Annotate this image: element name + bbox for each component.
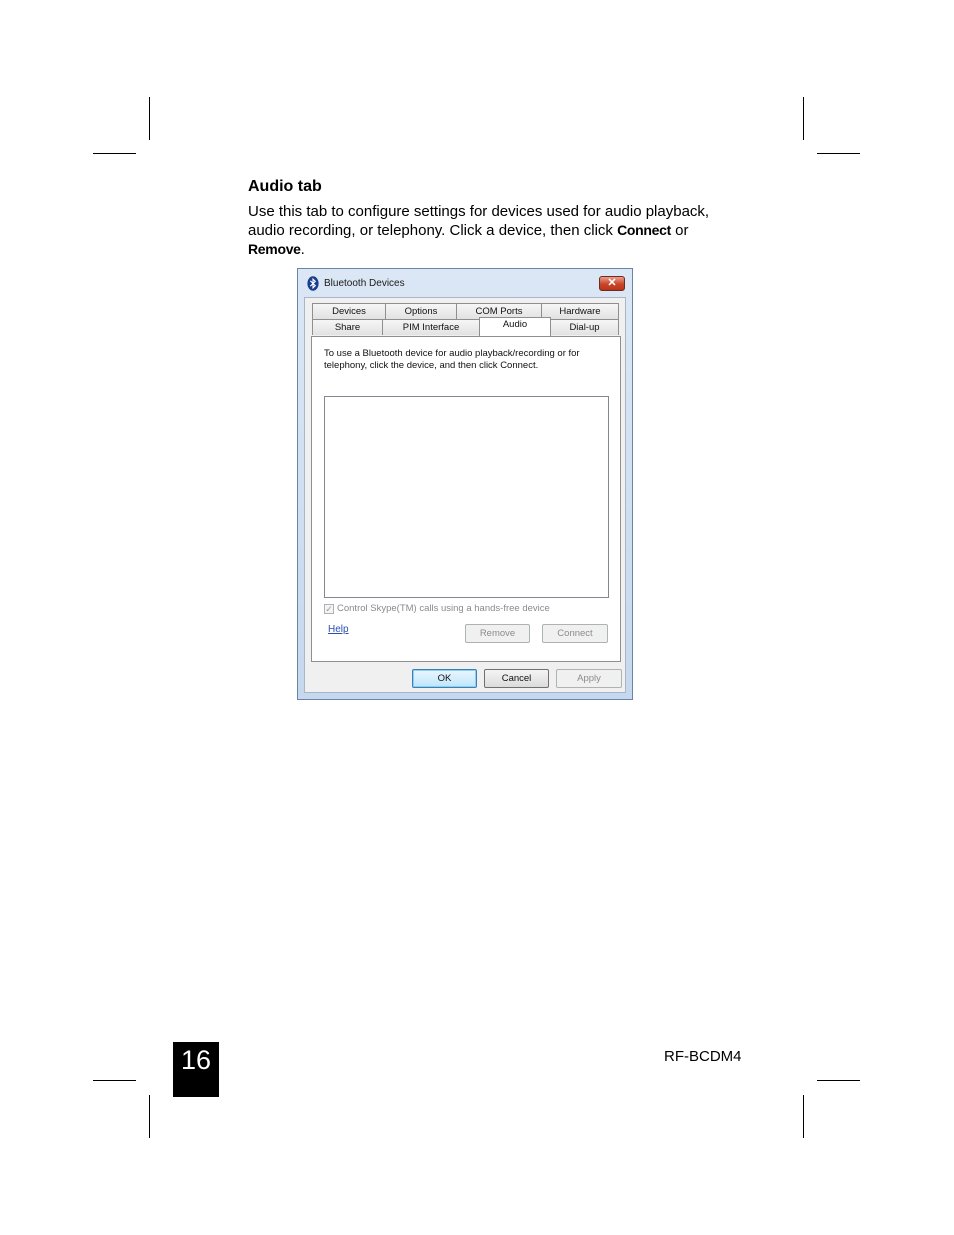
bluetooth-icon	[307, 276, 319, 291]
body-text-remove: Remove	[248, 241, 301, 257]
section-heading: Audio tab	[248, 178, 322, 195]
tab-hardware[interactable]	[541, 303, 619, 319]
tab-label: COM Ports	[475, 306, 523, 317]
skype-control-label: Control Skype(TM) calls using a hands-free device	[337, 603, 550, 614]
crop-mark-top-right-horizontal	[817, 153, 860, 154]
section-body-text	[248, 203, 748, 259]
instructions-text: To use a Bluetooth device for audio playback/recording or for telephony, click the device, and then click Connect.	[324, 348, 580, 371]
tab-dial-up[interactable]	[550, 319, 619, 335]
crop-mark-bottom-right-horizontal	[817, 1080, 860, 1081]
apply-button[interactable]: Apply	[556, 669, 622, 688]
close-button[interactable]	[599, 276, 625, 291]
tab-devices[interactable]	[312, 303, 386, 319]
tab-label: Share	[334, 322, 361, 333]
tab-label: Hardware	[559, 306, 601, 317]
body-text-period: .	[300, 241, 305, 258]
close-icon: ✕	[607, 277, 617, 289]
bluetooth-devices-dialog	[297, 268, 633, 700]
crop-mark-top-right-vertical	[803, 97, 804, 140]
tab-share[interactable]	[312, 319, 383, 335]
audio-device-list[interactable]	[324, 396, 609, 598]
connect-button[interactable]: Connect	[542, 624, 608, 643]
crop-mark-bottom-right-vertical	[803, 1095, 804, 1138]
check-icon: ✓	[325, 603, 333, 614]
dialog-title: Bluetooth Devices	[324, 278, 405, 289]
help-link[interactable]: Help	[328, 624, 349, 635]
tab-label: PIM Interface	[402, 322, 460, 333]
model-number: RF-BCDM4	[664, 1048, 742, 1065]
audio-tab-panel	[311, 336, 621, 662]
body-text-intro: Use this tab to configure settings for devices used for audio playback, audio recording, or telephony. Click a device, then click	[248, 203, 710, 239]
tab-label: Dial-up	[569, 322, 600, 333]
tab-options[interactable]	[385, 303, 457, 319]
crop-mark-top-left-horizontal	[93, 153, 136, 154]
body-text-or: or	[671, 222, 689, 239]
skype-control-option[interactable]	[324, 603, 550, 614]
remove-button[interactable]: Remove	[465, 624, 530, 643]
tab-label: Options	[404, 306, 438, 317]
dialog-titlebar[interactable]	[298, 269, 632, 299]
dialog-client-area	[304, 297, 626, 693]
crop-mark-bottom-left-horizontal	[93, 1080, 136, 1081]
page-number: 16	[173, 1042, 219, 1097]
ok-button[interactable]: OK	[412, 669, 477, 688]
tab-audio[interactable]	[479, 317, 551, 336]
skype-control-checkbox[interactable]	[324, 604, 334, 614]
cancel-button[interactable]: Cancel	[484, 669, 549, 688]
tab-pim-interface[interactable]	[382, 319, 480, 335]
crop-mark-top-left-vertical	[149, 97, 150, 140]
crop-mark-bottom-left-vertical	[149, 1095, 150, 1138]
body-text-connect: Connect	[617, 222, 671, 238]
tab-label: Devices	[332, 306, 366, 317]
tab-label: Audio	[502, 319, 528, 330]
